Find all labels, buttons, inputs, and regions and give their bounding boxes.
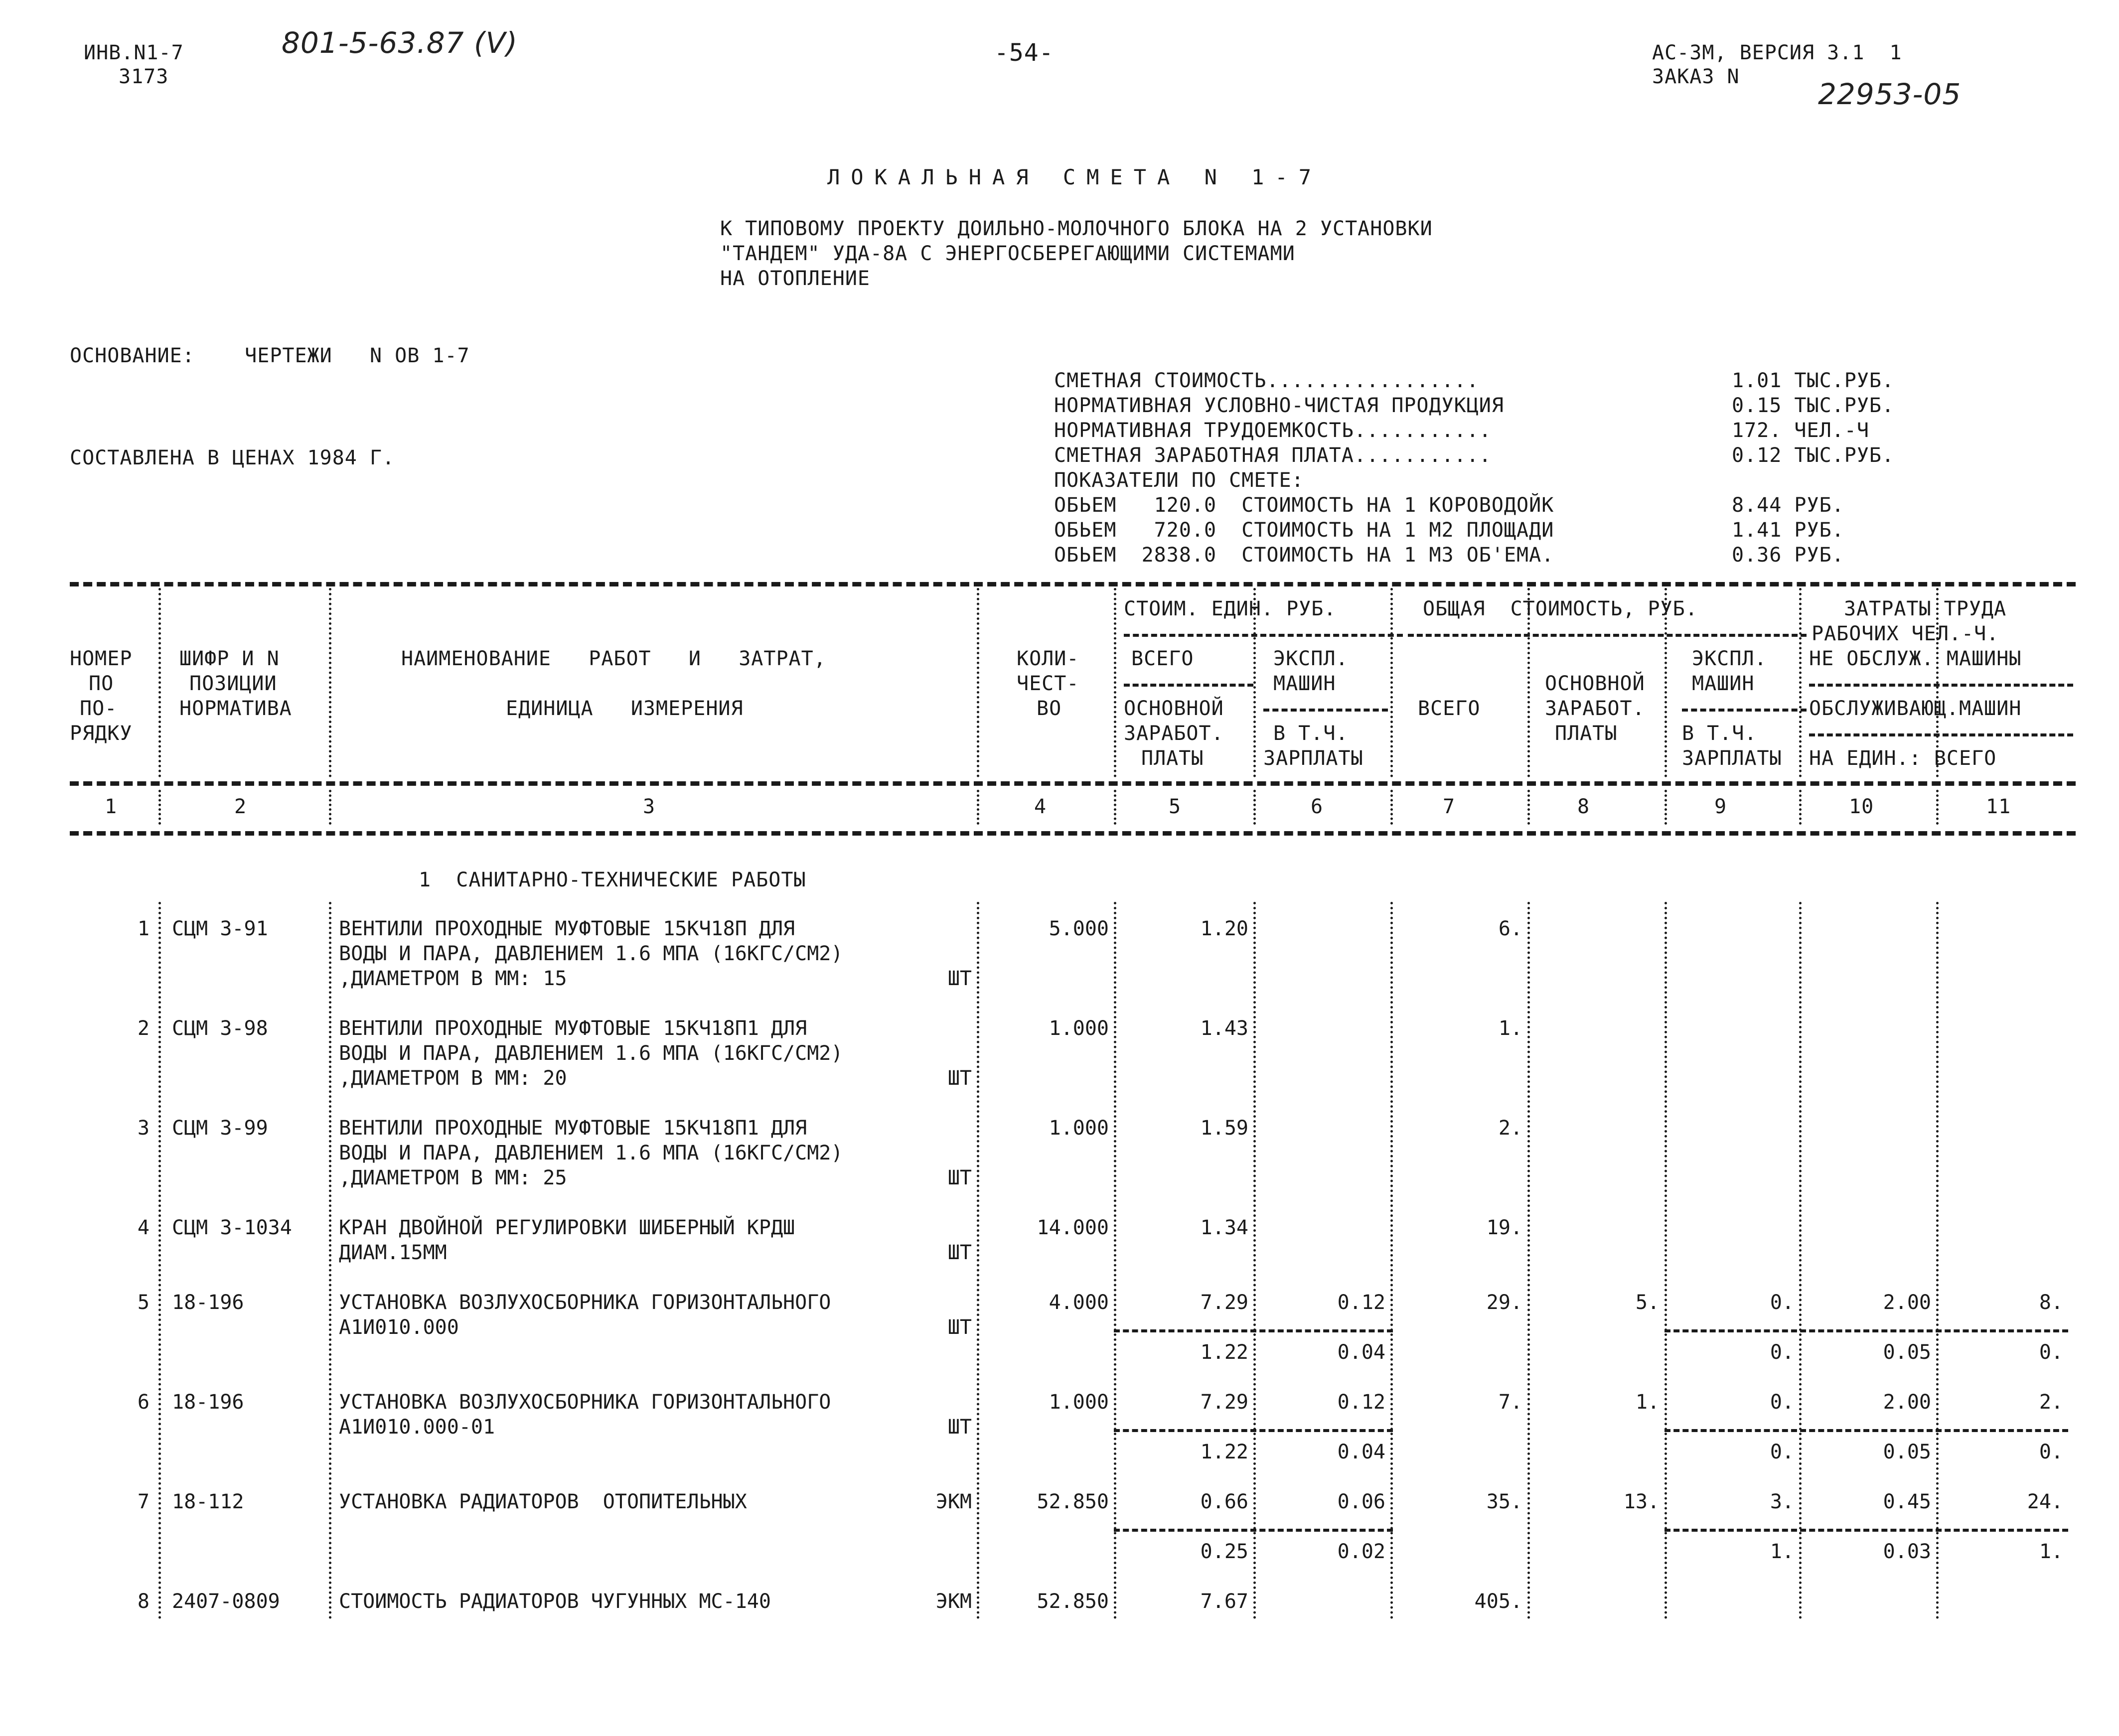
total-cost: 6. [1498, 917, 1522, 940]
work-description: ДИАМ.15ММ [339, 1241, 447, 1264]
header-c1: ПО- [80, 697, 118, 720]
page-number: -54- [994, 39, 1054, 67]
summary-value: 172. ЧЕЛ.-Ч [1732, 419, 1869, 442]
header-total-cost: ОБЩАЯ СТОИМОСТЬ, РУБ. [1423, 597, 1698, 620]
row-number: 1 [137, 917, 150, 940]
heading-line-1: К ТИПОВОМУ ПРОЕКТУ ДОИЛЬНО-МОЛОЧНОГО БЛОКА НА 2 УСТАНОВКИ [720, 217, 1433, 240]
summary-value: 1.01 ТЫС.РУБ. [1732, 369, 1895, 392]
row-number: 8 [137, 1590, 150, 1613]
col-num: 4 [1034, 795, 1047, 818]
column-separator [329, 588, 331, 777]
col-num: 7 [1443, 795, 1456, 818]
order-label: ЗАКАЗ N [1652, 65, 1740, 88]
work-description: А1И010.000-01 [339, 1416, 495, 1439]
header-c5: ЗАРАБОТ. [1124, 722, 1224, 745]
unit-wage: 1.22 [1200, 1341, 1248, 1364]
subrow-divider [1114, 1429, 1393, 1432]
header-c4: ЧЕСТ- [1017, 672, 1079, 695]
row-number: 6 [137, 1391, 150, 1414]
quantity: 1.000 [1049, 1391, 1109, 1414]
header-divider [1124, 634, 1403, 637]
norm-code: СЦМ 3-1034 [172, 1216, 292, 1239]
summary-label: ОБЬЕМ 120.0 СТОИМОСТЬ НА 1 КОРОВОДОЙК [1054, 494, 1554, 517]
column-separator [1114, 790, 1116, 825]
header-c9: ЭКСПЛ. [1692, 647, 1767, 670]
total-cost: 1. [1498, 1017, 1522, 1040]
work-description: ВЕНТИЛИ ПРОХОДНЫЕ МУФТОВЫЕ 15КЧ18П1 ДЛЯ [339, 1117, 807, 1140]
header-c8: ПЛАТЫ [1555, 722, 1618, 745]
inventory-code: 3173 [119, 65, 169, 88]
unit-cost-total: 1.59 [1200, 1117, 1248, 1140]
col-num: 11 [1986, 795, 2011, 818]
unit-cost-machines: 0.12 [1337, 1291, 1385, 1314]
summary-value: 8.44 РУБ. [1732, 494, 1844, 517]
header-c2: ШИФР И N [179, 647, 280, 670]
total-cost: 35. [1486, 1490, 1522, 1513]
work-description: УСТАНОВКА ВОЗЛУХОСБОРНИКА ГОРИЗОНТАЛЬНОГО [339, 1291, 831, 1314]
row-number: 7 [137, 1490, 150, 1513]
row-number: 3 [137, 1117, 150, 1140]
unit-cost-total: 0.66 [1200, 1490, 1248, 1513]
column-separator [1527, 902, 1530, 1619]
labor-total: 8. [2039, 1291, 2063, 1314]
column-separator [1799, 790, 1802, 825]
total-cost: 2. [1498, 1117, 1522, 1140]
header-divider [1809, 733, 2073, 736]
col-num: 1 [105, 795, 118, 818]
header-bottom-rule [70, 781, 2076, 786]
header-c1: НОМЕР [70, 647, 133, 670]
unit-of-measure: ШТ [947, 1166, 972, 1189]
quantity: 5.000 [1049, 917, 1109, 940]
header-labor: ЗАТРАТЫ ТРУДА [1844, 597, 2007, 620]
col-num: 6 [1311, 795, 1324, 818]
subrow-divider [1114, 1329, 1393, 1332]
header-c9: ЗАРПЛАТЫ [1682, 747, 1782, 770]
col-num: 10 [1849, 795, 1874, 818]
section-title: 1 САНИТАРНО-ТЕХНИЧЕСКИЕ РАБОТЫ [419, 868, 806, 891]
work-description: ВОДЫ И ПАРА, ДАВЛЕНИЕМ 1.6 МПА (16КГС/СМ2) [339, 942, 843, 965]
quantity: 52.850 [1037, 1490, 1109, 1513]
work-description: ВЕНТИЛИ ПРОХОДНЫЕ МУФТОВЫЕ 15КЧ18П ДЛЯ [339, 917, 795, 940]
total-wages: 13. [1623, 1490, 1660, 1513]
header-c8: ЗАРАБОТ. [1545, 697, 1645, 720]
work-description: ВЕНТИЛИ ПРОХОДНЫЕ МУФТОВЫЕ 15КЧ18П1 ДЛЯ [339, 1017, 807, 1040]
summary-label: ОБЬЕМ 2838.0 СТОИМОСТЬ НА 1 М3 ОБ'ЕМА. [1054, 544, 1554, 567]
subrow-divider [1114, 1529, 1393, 1532]
summary-label: ПОКАЗАТЕЛИ ПО СМЕТЕ: [1054, 469, 1304, 492]
machine-labor-per-unit: 0.03 [1883, 1540, 1931, 1563]
summary-label: НОРМАТИВНАЯ УСЛОВНО-ЧИСТАЯ ПРОДУКЦИЯ [1054, 394, 1504, 417]
column-separator [1114, 902, 1116, 1619]
column-separator [1114, 588, 1116, 777]
software-version: АС-3М, ВЕРСИЯ 3.1 1 [1652, 41, 1902, 64]
summary-label: СМЕТНАЯ ЗАРАБОТНАЯ ПЛАТА........... [1054, 444, 1492, 467]
unit-cost-total: 7.29 [1200, 1391, 1248, 1414]
machine-labor-per-unit: 0.05 [1883, 1441, 1931, 1463]
total-cost: 19. [1486, 1216, 1522, 1239]
unit-cost-total: 7.67 [1200, 1590, 1248, 1613]
header-c6: ЗАРПЛАТЫ [1263, 747, 1363, 770]
header-divider [1263, 709, 1388, 712]
column-separator [1936, 790, 1939, 825]
work-description: ,ДИАМЕТРОМ В ММ: 25 [339, 1166, 567, 1189]
column-separator [977, 902, 979, 1619]
labor-total: 24. [2027, 1490, 2063, 1513]
column-separator [329, 790, 331, 825]
work-description: ВОДЫ И ПАРА, ДАВЛЕНИЕМ 1.6 МПА (16КГС/СМ2) [339, 1042, 843, 1065]
column-separator [977, 588, 979, 777]
unit-of-measure: ЭКМ [935, 1490, 972, 1513]
header-c3-name: НАИМЕНОВАНИЕ РАБОТ И ЗАТРАТ, [401, 647, 826, 670]
header-c5: ОСНОВНОЙ [1124, 697, 1224, 720]
norm-code: СЦМ 3-91 [172, 917, 268, 940]
work-description: КРАН ДВОЙНОЙ РЕГУЛИРОВКИ ШИБЕРНЫЙ КРДШ [339, 1216, 795, 1239]
row-number: 5 [137, 1291, 150, 1314]
norm-code: 18-112 [172, 1490, 244, 1513]
unit-of-measure: ШТ [947, 1316, 972, 1339]
column-separator [1390, 902, 1393, 1619]
quantity: 52.850 [1037, 1590, 1109, 1613]
unit-wage: 1.22 [1200, 1441, 1248, 1463]
subrow-divider [1665, 1529, 2068, 1532]
labor-total: 2. [2039, 1391, 2063, 1414]
header-c8: ОСНОВНОЙ [1545, 672, 1645, 695]
header-c11: НА ЕДИН.: ВСЕГО [1809, 747, 1997, 770]
labor-per-unit: 2.00 [1883, 1291, 1931, 1314]
header-c9: В Т.Ч. [1682, 722, 1757, 745]
total-cost: 7. [1498, 1391, 1522, 1414]
quantity: 4.000 [1049, 1291, 1109, 1314]
heading-line-3: НА ОТОПЛЕНИЕ [720, 267, 870, 290]
unit-cost-total: 1.43 [1200, 1017, 1248, 1040]
unit-of-measure: ШТ [947, 1241, 972, 1264]
column-separator [1799, 902, 1802, 1619]
summary-value: 1.41 РУБ. [1732, 519, 1844, 542]
column-separator [1665, 790, 1667, 825]
norm-code: СЦМ 3-98 [172, 1017, 268, 1040]
basis-line: ОСНОВАНИЕ: ЧЕРТЕЖИ N ОВ 1-7 [70, 344, 470, 367]
work-description: А1И010.000 [339, 1316, 459, 1339]
total-machine-wage: 1. [1770, 1540, 1794, 1563]
summary-value: 0.36 РУБ. [1732, 544, 1844, 567]
column-separator [1527, 790, 1530, 825]
quantity: 1.000 [1049, 1117, 1109, 1140]
work-description: УСТАНОВКА РАДИАТОРОВ ОТОПИТЕЛЬНЫХ [339, 1490, 747, 1513]
column-separator [1253, 790, 1256, 825]
header-divider [1809, 684, 2073, 687]
unit-cost-total: 7.29 [1200, 1291, 1248, 1314]
row-number: 4 [137, 1216, 150, 1239]
quantity: 1.000 [1049, 1017, 1109, 1040]
col-num: 3 [643, 795, 656, 818]
header-c3-unit: ЕДИНИЦА ИЗМЕРЕНИЯ [506, 697, 744, 720]
unit-of-measure: ШТ [947, 1416, 972, 1439]
column-separator [329, 902, 331, 1619]
summary-label: ОБЬЕМ 720.0 СТОИМОСТЬ НА 1 М2 ПЛОЩАДИ [1054, 519, 1554, 542]
total-wages: 5. [1635, 1291, 1660, 1314]
header-c10: ОБСЛУЖИВАЮЩ.МАШИН [1809, 697, 2022, 720]
price-basis-line: СОСТАВЛЕНА В ЦЕНАХ 1984 Г. [70, 446, 395, 469]
column-numbers-rule [70, 831, 2076, 836]
column-separator [1936, 902, 1939, 1619]
total-machines: 0. [1770, 1291, 1794, 1314]
summary-value: 0.15 ТЫС.РУБ. [1732, 394, 1895, 417]
header-divider [1124, 684, 1253, 687]
subrow-divider [1665, 1429, 2068, 1432]
header-c6: МАШИН [1273, 672, 1336, 695]
work-description: ВОДЫ И ПАРА, ДАВЛЕНИЕМ 1.6 МПА (16КГС/СМ2) [339, 1142, 843, 1164]
table-top-rule [70, 582, 2076, 586]
document-title: ЛОКАЛЬНАЯ СМЕТА N 1-7 [827, 165, 1323, 189]
unit-cost-total: 1.20 [1200, 917, 1248, 940]
header-c9: МАШИН [1692, 672, 1755, 695]
col-num: 5 [1169, 795, 1182, 818]
col-num: 8 [1577, 795, 1590, 818]
col-num: 9 [1714, 795, 1727, 818]
header-c4: КОЛИ- [1017, 647, 1079, 670]
column-separator [1665, 902, 1667, 1619]
header-labor: РАБОЧИХ ЧЕЛ.-Ч. [1812, 622, 1999, 645]
total-machines: 0. [1770, 1391, 1794, 1414]
unit-of-measure: ЭКМ [935, 1590, 972, 1613]
unit-wage: 0.25 [1200, 1540, 1248, 1563]
header-divider [1408, 634, 1807, 637]
header-c1: РЯДКУ [70, 722, 133, 745]
quantity: 14.000 [1037, 1216, 1109, 1239]
header-c2: ПОЗИЦИИ [189, 672, 277, 695]
labor-per-unit: 0.45 [1883, 1490, 1931, 1513]
column-separator [1799, 588, 1802, 777]
header-c2: НОРМАТИВА [179, 697, 292, 720]
summary-label: НОРМАТИВНАЯ ТРУДОЕМКОСТЬ........... [1054, 419, 1492, 442]
work-description: СТОИМОСТЬ РАДИАТОРОВ ЧУГУННЫХ МС-140 [339, 1590, 771, 1613]
unit-cost-machines: 0.06 [1337, 1490, 1385, 1513]
header-divider [1682, 709, 1807, 712]
work-description: ,ДИАМЕТРОМ В ММ: 15 [339, 967, 567, 990]
summary-value: 0.12 ТЫС.РУБ. [1732, 444, 1895, 467]
inventory-number: ИНВ.N1-7 [84, 41, 184, 64]
total-machines: 3. [1770, 1490, 1794, 1513]
header-c10: НЕ ОБСЛУЖ. МАШИНЫ [1809, 647, 2022, 670]
unit-cost-total: 1.34 [1200, 1216, 1248, 1239]
column-separator [1390, 790, 1393, 825]
unit-of-measure: ШТ [947, 1067, 972, 1090]
total-cost: 29. [1486, 1291, 1522, 1314]
work-description: ,ДИАМЕТРОМ В ММ: 20 [339, 1067, 567, 1090]
machine-labor-total: 0. [2039, 1441, 2063, 1463]
work-description: УСТАНОВКА ВОЗЛУХОСБОРНИКА ГОРИЗОНТАЛЬНОГО [339, 1391, 831, 1414]
header-c4: ВО [1037, 697, 1062, 720]
heading-line-2: "ТАНДЕМ" УДА-8А С ЭНЕРГОСБЕРЕГАЮЩИМИ СИСТЕМАМИ [720, 242, 1295, 265]
unit-of-measure: ШТ [947, 967, 972, 990]
col-num: 2 [234, 795, 247, 818]
unit-machine-wage: 0.02 [1337, 1540, 1385, 1563]
total-machine-wage: 0. [1770, 1441, 1794, 1463]
norm-code: СЦМ 3-99 [172, 1117, 268, 1140]
machine-labor-per-unit: 0.05 [1883, 1341, 1931, 1364]
norm-code: 18-196 [172, 1391, 244, 1414]
column-separator [1253, 902, 1256, 1619]
handwritten-project-code: 801-5-63.87 (V) [282, 26, 518, 60]
header-unit-cost: СТОИМ. ЕДИН. РУБ. [1124, 597, 1337, 620]
total-cost: 405. [1474, 1590, 1522, 1613]
handwritten-order-number: 22953-05 [1818, 77, 1962, 111]
labor-per-unit: 2.00 [1883, 1391, 1931, 1414]
header-c5: ПЛАТЫ [1141, 747, 1204, 770]
unit-machine-wage: 0.04 [1337, 1341, 1385, 1364]
subrow-divider [1665, 1329, 2068, 1332]
header-c1: ПО [89, 672, 114, 695]
header-c7: ВСЕГО [1418, 697, 1481, 720]
norm-code: 2407-0809 [172, 1590, 280, 1613]
summary-label: СМЕТНАЯ СТОИМОСТЬ................. [1054, 369, 1479, 392]
header-c6: ЭКСПЛ. [1273, 647, 1349, 670]
unit-cost-machines: 0.12 [1337, 1391, 1385, 1414]
machine-labor-total: 1. [2039, 1540, 2063, 1563]
norm-code: 18-196 [172, 1291, 244, 1314]
header-c5: ВСЕГО [1131, 647, 1194, 670]
total-machine-wage: 0. [1770, 1341, 1794, 1364]
column-separator [1390, 588, 1393, 777]
total-wages: 1. [1635, 1391, 1660, 1414]
machine-labor-total: 0. [2039, 1341, 2063, 1364]
column-separator [977, 790, 979, 825]
unit-machine-wage: 0.04 [1337, 1441, 1385, 1463]
row-number: 2 [137, 1017, 150, 1040]
header-c6: В Т.Ч. [1273, 722, 1349, 745]
column-separator [158, 588, 161, 777]
column-separator [158, 902, 161, 1619]
column-separator [158, 790, 161, 825]
